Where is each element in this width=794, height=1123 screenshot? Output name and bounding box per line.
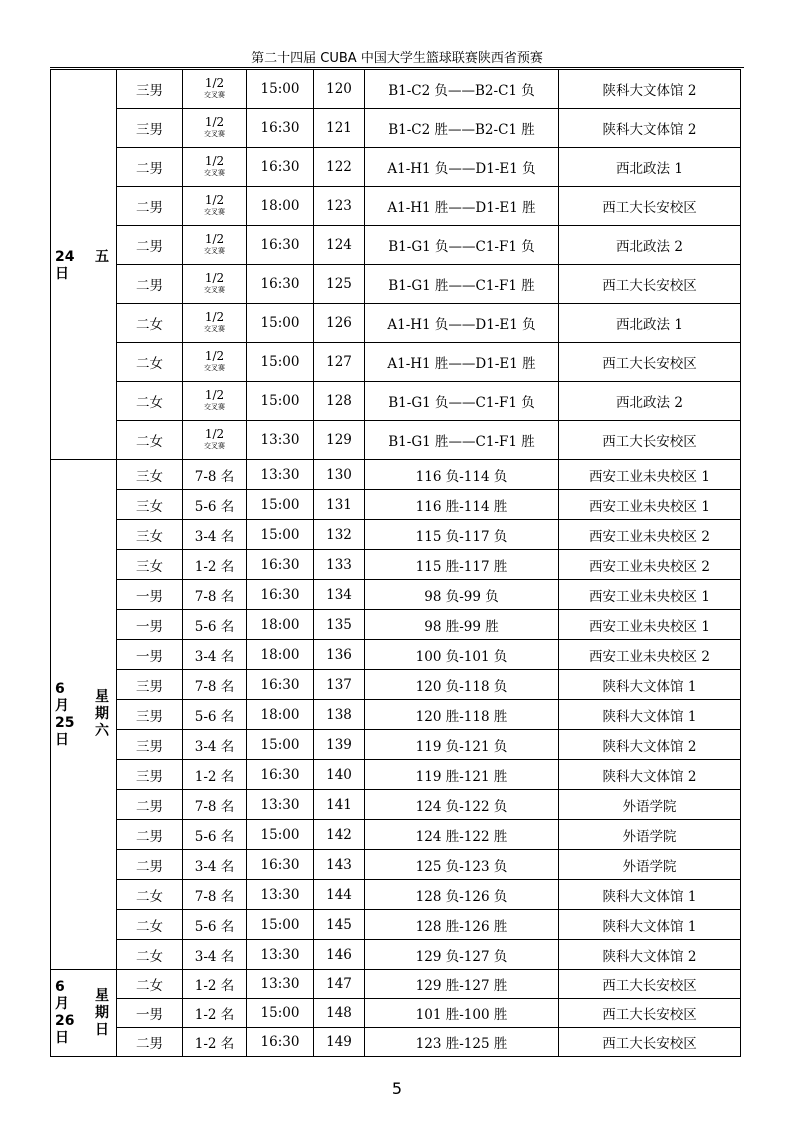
stage-note: 交叉赛 bbox=[204, 208, 225, 216]
table-row bbox=[51, 109, 741, 148]
time-cell: 18:00 bbox=[247, 700, 314, 730]
stage-cell bbox=[183, 187, 247, 226]
matchup-cell: 120 负-118 负 bbox=[365, 670, 559, 700]
match-number-cell: 133 bbox=[314, 550, 365, 580]
matchup-cell: 124 负-122 负 bbox=[365, 790, 559, 820]
group-cell: 三女 bbox=[117, 550, 183, 580]
stage-cell bbox=[183, 343, 247, 382]
matchup-cell: A1-H1 负——D1-E1 负 bbox=[365, 304, 559, 343]
date-line: 6 bbox=[55, 979, 65, 995]
time-cell: 15:00 bbox=[247, 382, 314, 421]
stage-cell: 7-8 名 bbox=[183, 880, 247, 910]
match-number-cell: 137 bbox=[314, 670, 365, 700]
match-number-cell: 146 bbox=[314, 940, 365, 970]
venue-cell: 西北政法 1 bbox=[559, 304, 741, 343]
table-row bbox=[51, 820, 741, 850]
stage-label: 1/2 bbox=[204, 76, 225, 90]
time-cell: 15:00 bbox=[247, 820, 314, 850]
table-row bbox=[51, 580, 741, 610]
matchup-cell: B1-G1 负——C1-F1 负 bbox=[365, 382, 559, 421]
matchup-cell: 98 胜-99 胜 bbox=[365, 610, 559, 640]
weekday-line: 五 bbox=[95, 248, 109, 265]
group-cell: 二女 bbox=[117, 970, 183, 999]
matchup-cell: 101 胜-100 胜 bbox=[365, 999, 559, 1028]
table-row bbox=[51, 910, 741, 940]
stage-label: 1/2 bbox=[204, 271, 225, 285]
stage-cell: 3-4 名 bbox=[183, 640, 247, 670]
table-row bbox=[51, 343, 741, 382]
stage-label: 1/2 bbox=[204, 427, 225, 441]
stage-note: 交叉赛 bbox=[204, 286, 225, 294]
match-number-cell: 139 bbox=[314, 730, 365, 760]
match-number-cell: 125 bbox=[314, 265, 365, 304]
stage-cell: 7-8 名 bbox=[183, 790, 247, 820]
date-line: 日 bbox=[55, 1030, 69, 1046]
stage-label: 1/2 bbox=[204, 232, 225, 246]
group-cell: 二女 bbox=[117, 304, 183, 343]
group-cell: 三男 bbox=[117, 70, 183, 109]
match-number-cell: 120 bbox=[314, 70, 365, 109]
date-cell bbox=[51, 460, 117, 970]
stage-cell: 3-4 名 bbox=[183, 850, 247, 880]
table-row bbox=[51, 970, 741, 999]
table-row bbox=[51, 670, 741, 700]
matchup-cell: 98 负-99 负 bbox=[365, 580, 559, 610]
stage-cell: 3-4 名 bbox=[183, 940, 247, 970]
time-cell: 16:30 bbox=[247, 226, 314, 265]
venue-cell: 陕科大文体馆 1 bbox=[559, 670, 741, 700]
stage-cell: 1-2 名 bbox=[183, 970, 247, 999]
match-number-cell: 144 bbox=[314, 880, 365, 910]
matchup-cell: 100 负-101 负 bbox=[365, 640, 559, 670]
table-row bbox=[51, 850, 741, 880]
stage-label: 1/2 bbox=[204, 388, 225, 402]
group-cell: 二女 bbox=[117, 421, 183, 460]
time-cell: 15:00 bbox=[247, 730, 314, 760]
weekday-label bbox=[95, 249, 109, 266]
stage-cell: 1-2 名 bbox=[183, 550, 247, 580]
group-cell: 二女 bbox=[117, 343, 183, 382]
match-number-cell: 149 bbox=[314, 1028, 365, 1057]
match-number-cell: 142 bbox=[314, 820, 365, 850]
matchup-cell: 120 胜-118 胜 bbox=[365, 700, 559, 730]
match-number-cell: 128 bbox=[314, 382, 365, 421]
venue-cell: 西安工业未央校区 1 bbox=[559, 460, 741, 490]
stage-label: 1/2 bbox=[204, 193, 225, 207]
match-number-cell: 130 bbox=[314, 460, 365, 490]
venue-cell: 陕科大文体馆 2 bbox=[559, 730, 741, 760]
stage-label: 1/2 bbox=[204, 115, 225, 129]
weekday-line: 期 bbox=[95, 706, 109, 722]
table-row bbox=[51, 790, 741, 820]
date-label bbox=[55, 979, 74, 1047]
table-row bbox=[51, 421, 741, 460]
time-cell: 13:30 bbox=[247, 460, 314, 490]
venue-cell: 西工大长安校区 bbox=[559, 999, 741, 1028]
time-cell: 15:00 bbox=[247, 343, 314, 382]
stage-note: 交叉赛 bbox=[204, 403, 225, 411]
matchup-cell: 115 负-117 负 bbox=[365, 520, 559, 550]
group-cell: 二女 bbox=[117, 880, 183, 910]
stage-cell bbox=[183, 421, 247, 460]
stage-note: 交叉赛 bbox=[204, 442, 225, 450]
page-number: 5 bbox=[391, 1079, 403, 1098]
stage-label: 1/2 bbox=[204, 310, 225, 324]
venue-cell: 西北政法 1 bbox=[559, 148, 741, 187]
matchup-cell: 119 负-121 负 bbox=[365, 730, 559, 760]
group-cell: 三男 bbox=[117, 730, 183, 760]
table-row bbox=[51, 730, 741, 760]
match-number-cell: 124 bbox=[314, 226, 365, 265]
matchup-cell: 116 胜-114 胜 bbox=[365, 490, 559, 520]
time-cell: 13:30 bbox=[247, 790, 314, 820]
table-row bbox=[51, 640, 741, 670]
weekday-line: 六 bbox=[95, 723, 109, 739]
matchup-cell: 115 胜-117 胜 bbox=[365, 550, 559, 580]
stage-cell: 5-6 名 bbox=[183, 820, 247, 850]
stage-note: 交叉赛 bbox=[204, 325, 225, 333]
time-cell: 15:00 bbox=[247, 520, 314, 550]
table-row bbox=[51, 610, 741, 640]
matchup-cell: B1-G1 负——C1-F1 负 bbox=[365, 226, 559, 265]
group-cell: 二女 bbox=[117, 382, 183, 421]
match-number-cell: 129 bbox=[314, 421, 365, 460]
date-label bbox=[55, 249, 74, 283]
venue-cell: 陕科大文体馆 2 bbox=[559, 940, 741, 970]
match-number-cell: 131 bbox=[314, 490, 365, 520]
match-number-cell: 143 bbox=[314, 850, 365, 880]
group-cell: 三男 bbox=[117, 109, 183, 148]
match-number-cell: 135 bbox=[314, 610, 365, 640]
time-cell: 13:30 bbox=[247, 970, 314, 999]
group-cell: 二男 bbox=[117, 187, 183, 226]
group-cell: 三女 bbox=[117, 520, 183, 550]
matchup-cell: B1-C2 胜——B2-C1 胜 bbox=[365, 109, 559, 148]
time-cell: 15:00 bbox=[247, 304, 314, 343]
match-number-cell: 138 bbox=[314, 700, 365, 730]
stage-cell bbox=[183, 304, 247, 343]
time-cell: 18:00 bbox=[247, 640, 314, 670]
venue-cell: 陕科大文体馆 1 bbox=[559, 700, 741, 730]
venue-cell: 西安工业未央校区 2 bbox=[559, 550, 741, 580]
time-cell: 16:30 bbox=[247, 1028, 314, 1057]
stage-note: 交叉赛 bbox=[204, 247, 225, 255]
group-cell: 一男 bbox=[117, 580, 183, 610]
time-cell: 15:00 bbox=[247, 910, 314, 940]
date-line: 25 bbox=[55, 714, 75, 731]
stage-cell: 7-8 名 bbox=[183, 580, 247, 610]
time-cell: 13:30 bbox=[247, 880, 314, 910]
venue-cell: 西工大长安校区 bbox=[559, 421, 741, 460]
group-cell: 一男 bbox=[117, 999, 183, 1028]
matchup-cell: 125 负-123 负 bbox=[365, 850, 559, 880]
stage-cell: 7-8 名 bbox=[183, 460, 247, 490]
match-number-cell: 122 bbox=[314, 148, 365, 187]
time-cell: 16:30 bbox=[247, 580, 314, 610]
table-row bbox=[51, 265, 741, 304]
time-cell: 16:30 bbox=[247, 760, 314, 790]
venue-cell: 西安工业未央校区 1 bbox=[559, 490, 741, 520]
match-number-cell: 145 bbox=[314, 910, 365, 940]
venue-cell: 西安工业未央校区 1 bbox=[559, 580, 741, 610]
group-cell: 二女 bbox=[117, 940, 183, 970]
group-cell: 二男 bbox=[117, 790, 183, 820]
stage-cell: 5-6 名 bbox=[183, 490, 247, 520]
weekday-label bbox=[95, 988, 109, 1039]
venue-cell: 西工大长安校区 bbox=[559, 343, 741, 382]
matchup-cell: 128 胜-126 胜 bbox=[365, 910, 559, 940]
match-number-cell: 141 bbox=[314, 790, 365, 820]
table-row bbox=[51, 760, 741, 790]
date-cell bbox=[51, 970, 117, 1057]
venue-cell: 西安工业未央校区 2 bbox=[559, 640, 741, 670]
matchup-cell: 124 胜-122 胜 bbox=[365, 820, 559, 850]
date-label bbox=[55, 681, 74, 749]
time-cell: 13:30 bbox=[247, 421, 314, 460]
stage-cell: 1-2 名 bbox=[183, 760, 247, 790]
date-line: 日 bbox=[55, 731, 69, 748]
time-cell: 16:30 bbox=[247, 670, 314, 700]
matchup-cell: 123 胜-125 胜 bbox=[365, 1028, 559, 1057]
matchup-cell: B1-G1 胜——C1-F1 胜 bbox=[365, 421, 559, 460]
date-line: 24 bbox=[55, 248, 75, 265]
table-row bbox=[51, 460, 741, 490]
stage-cell bbox=[183, 382, 247, 421]
match-number-cell: 126 bbox=[314, 304, 365, 343]
stage-cell bbox=[183, 265, 247, 304]
table-row bbox=[51, 880, 741, 910]
venue-cell: 陕科大文体馆 2 bbox=[559, 70, 741, 109]
date-line: 26 bbox=[55, 1013, 75, 1029]
stage-cell: 5-6 名 bbox=[183, 700, 247, 730]
matchup-cell: 129 负-127 负 bbox=[365, 940, 559, 970]
stage-cell: 1-2 名 bbox=[183, 999, 247, 1028]
match-number-cell: 123 bbox=[314, 187, 365, 226]
date-cell bbox=[51, 70, 117, 460]
match-number-cell: 147 bbox=[314, 970, 365, 999]
match-number-cell: 148 bbox=[314, 999, 365, 1028]
stage-cell bbox=[183, 109, 247, 148]
table-row bbox=[51, 148, 741, 187]
group-cell: 三男 bbox=[117, 700, 183, 730]
group-cell: 二男 bbox=[117, 850, 183, 880]
venue-cell: 外语学院 bbox=[559, 790, 741, 820]
venue-cell: 陕科大文体馆 1 bbox=[559, 910, 741, 940]
venue-cell: 外语学院 bbox=[559, 820, 741, 850]
matchup-cell: 129 胜-127 胜 bbox=[365, 970, 559, 999]
table-row bbox=[51, 520, 741, 550]
match-number-cell: 134 bbox=[314, 580, 365, 610]
weekday-line: 期 bbox=[95, 1004, 109, 1021]
group-cell: 二男 bbox=[117, 1028, 183, 1057]
time-cell: 16:30 bbox=[247, 109, 314, 148]
group-cell: 一男 bbox=[117, 640, 183, 670]
page-header: 第二十四届 CUBA 中国大学生篮球联赛陕西省预赛 bbox=[251, 51, 543, 66]
venue-cell: 陕科大文体馆 2 bbox=[559, 109, 741, 148]
venue-cell: 西工大长安校区 bbox=[559, 970, 741, 999]
stage-cell bbox=[183, 148, 247, 187]
matchup-cell: 116 负-114 负 bbox=[365, 460, 559, 490]
time-cell: 16:30 bbox=[247, 265, 314, 304]
stage-note: 交叉赛 bbox=[204, 91, 225, 99]
stage-label: 1/2 bbox=[204, 154, 225, 168]
venue-cell: 西工大长安校区 bbox=[559, 265, 741, 304]
time-cell: 15:00 bbox=[247, 999, 314, 1028]
venue-cell: 西北政法 2 bbox=[559, 226, 741, 265]
time-cell: 16:30 bbox=[247, 850, 314, 880]
match-number-cell: 140 bbox=[314, 760, 365, 790]
table-row bbox=[51, 226, 741, 265]
matchup-cell: A1-H1 胜——D1-E1 胜 bbox=[365, 343, 559, 382]
stage-note: 交叉赛 bbox=[204, 364, 225, 372]
stage-cell: 3-4 名 bbox=[183, 730, 247, 760]
matchup-cell: A1-H1 负——D1-E1 负 bbox=[365, 148, 559, 187]
date-line: 日 bbox=[55, 265, 69, 282]
time-cell: 18:00 bbox=[247, 187, 314, 226]
group-cell: 三女 bbox=[117, 490, 183, 520]
time-cell: 15:00 bbox=[247, 70, 314, 109]
group-cell: 二男 bbox=[117, 820, 183, 850]
time-cell: 16:30 bbox=[247, 148, 314, 187]
stage-note: 交叉赛 bbox=[204, 169, 225, 177]
group-cell: 三男 bbox=[117, 760, 183, 790]
table-row bbox=[51, 550, 741, 580]
date-line: 6 bbox=[55, 680, 65, 697]
matchup-cell: B1-G1 胜——C1-F1 胜 bbox=[365, 265, 559, 304]
time-cell: 13:30 bbox=[247, 940, 314, 970]
header-rule bbox=[50, 67, 744, 68]
time-cell: 16:30 bbox=[247, 550, 314, 580]
table-row bbox=[51, 999, 741, 1028]
table-row bbox=[51, 700, 741, 730]
date-line: 月 bbox=[55, 697, 69, 714]
matchup-cell: A1-H1 胜——D1-E1 胜 bbox=[365, 187, 559, 226]
group-cell: 一男 bbox=[117, 610, 183, 640]
time-cell: 18:00 bbox=[247, 610, 314, 640]
schedule-table bbox=[50, 69, 741, 1057]
venue-cell: 陕科大文体馆 2 bbox=[559, 760, 741, 790]
stage-cell: 5-6 名 bbox=[183, 910, 247, 940]
matchup-cell: 128 负-126 负 bbox=[365, 880, 559, 910]
group-cell: 二女 bbox=[117, 910, 183, 940]
match-number-cell: 121 bbox=[314, 109, 365, 148]
match-number-cell: 132 bbox=[314, 520, 365, 550]
date-line: 月 bbox=[55, 996, 69, 1012]
venue-cell: 西安工业未央校区 2 bbox=[559, 520, 741, 550]
group-cell: 二男 bbox=[117, 148, 183, 187]
table-row bbox=[51, 187, 741, 226]
table-row bbox=[51, 1028, 741, 1057]
weekday-line: 日 bbox=[95, 1021, 109, 1038]
group-cell: 二男 bbox=[117, 265, 183, 304]
venue-cell: 西北政法 2 bbox=[559, 382, 741, 421]
venue-cell: 西工大长安校区 bbox=[559, 187, 741, 226]
group-cell: 三男 bbox=[117, 670, 183, 700]
match-number-cell: 127 bbox=[314, 343, 365, 382]
matchup-cell: B1-C2 负——B2-C1 负 bbox=[365, 70, 559, 109]
venue-cell: 陕科大文体馆 1 bbox=[559, 880, 741, 910]
stage-cell: 5-6 名 bbox=[183, 610, 247, 640]
table-row bbox=[51, 304, 741, 343]
match-number-cell: 136 bbox=[314, 640, 365, 670]
group-cell: 三女 bbox=[117, 460, 183, 490]
stage-cell: 3-4 名 bbox=[183, 520, 247, 550]
venue-cell: 西工大长安校区 bbox=[559, 1028, 741, 1057]
stage-cell: 1-2 名 bbox=[183, 1028, 247, 1057]
stage-cell bbox=[183, 226, 247, 265]
weekday-label bbox=[95, 689, 109, 740]
stage-label: 1/2 bbox=[204, 349, 225, 363]
table-row bbox=[51, 490, 741, 520]
stage-note: 交叉赛 bbox=[204, 130, 225, 138]
stage-cell bbox=[183, 70, 247, 109]
stage-cell: 7-8 名 bbox=[183, 670, 247, 700]
table-row bbox=[51, 70, 741, 109]
table-row bbox=[51, 382, 741, 421]
weekday-line: 星 bbox=[95, 689, 109, 705]
matchup-cell: 119 胜-121 胜 bbox=[365, 760, 559, 790]
group-cell: 二男 bbox=[117, 226, 183, 265]
time-cell: 15:00 bbox=[247, 490, 314, 520]
venue-cell: 西安工业未央校区 1 bbox=[559, 610, 741, 640]
weekday-line: 星 bbox=[95, 987, 109, 1004]
table-row bbox=[51, 940, 741, 970]
venue-cell: 外语学院 bbox=[559, 850, 741, 880]
